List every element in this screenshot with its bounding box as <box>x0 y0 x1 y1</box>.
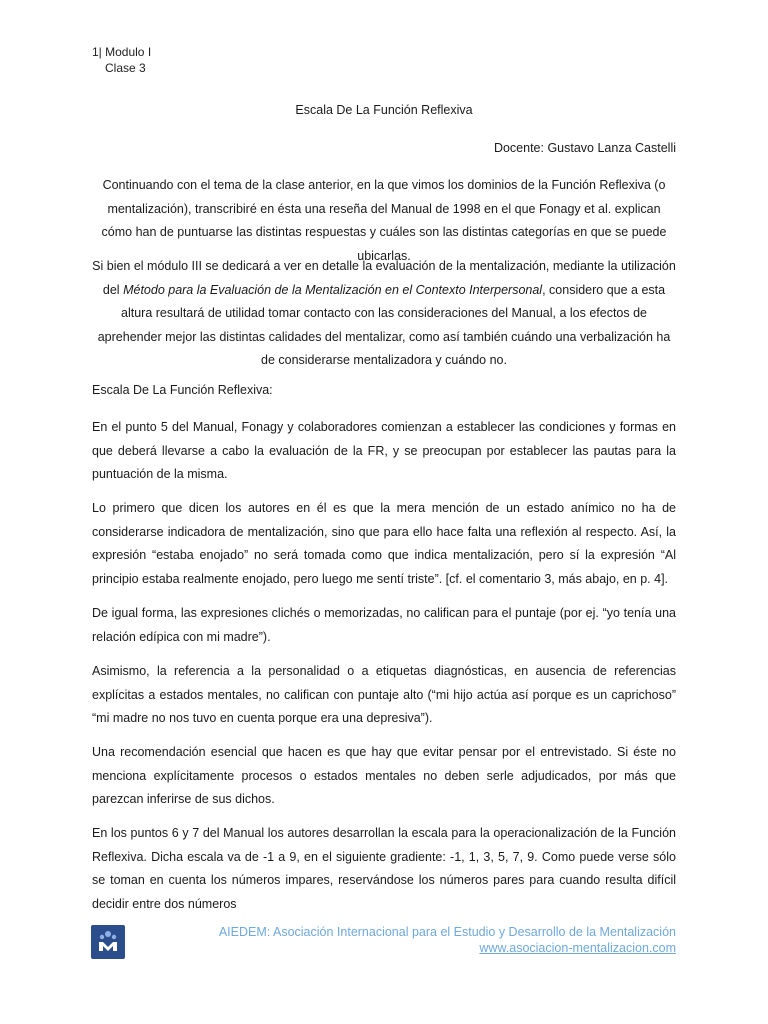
docente-line: Docente: Gustavo Lanza Castelli <box>493 141 676 155</box>
intro-p2-start: Si bien el módulo III se dedicará a ver en detalle la evaluación de la mentalización, mediante la utilización del <box>92 259 676 297</box>
document-title: Escala De La Función Reflexiva <box>295 103 473 117</box>
body-paragraph-3: De igual forma, las expresiones clichés o memorizadas, no califican para el puntaje (por ej. “yo tenía una relación edípica con mi madre”). <box>92 606 676 644</box>
footer-website-link[interactable]: www.asociacion-mentalizacion.com <box>479 941 676 955</box>
logo-icon <box>91 925 125 959</box>
intro-paragraph-2 <box>92 255 676 373</box>
header-class: Clase 3 <box>105 61 146 75</box>
body-paragraph-6: En los puntos 6 y 7 del Manual los autores desarrollan la escala para la operacionalización de la Función Reflexiva. Dicha escala va de -1 a 9, en el siguiente gradiente: -1, 1, 3, 5, 7, 9. Como puede verse sólo se toman en cuenta los números impares, reservándose los números pares para cuando resulta difícil decidir entre dos números <box>92 826 676 911</box>
page-header <box>92 44 151 76</box>
body-paragraph-5: Una recomendación esencial que hacen es que hay que evitar pensar por el entrevistado. Si éste no menciona explícitamente procesos o estados mentales no deben serle adjudicados, por más que parezcan inferirse de sus dichos. <box>92 745 676 806</box>
body-paragraph-4: Asimismo, la referencia a la personalidad o a etiquetas diagnósticas, en ausencia de referencias explícitas a estados mentales, no califican con puntaje alto (“mi hijo actúa así porque es un caprichoso” “mi madre no nos tuvo en cuenta porque era una depresiva”). <box>92 664 676 725</box>
page-footer <box>219 924 676 956</box>
intro-p2-end: , considero que a esta altura resultará de utilidad tomar contacto con las consideraciones del Manual, a los efectos de aprehender mejor las distintas calidades del mentalizar, como así también cuándo una verbalización ha de considerarse mentalizadora y cuándo no. <box>97 282 671 367</box>
aiedem-logo <box>91 925 125 959</box>
section-heading: Escala De La Función Reflexiva: <box>92 383 273 397</box>
body-paragraph-1: En el punto 5 del Manual, Fonagy y colaboradores comienzan a establecer las condiciones y formas en que deberá llevarse a cabo la evaluación de la FR, y se preocupan por establecer las pautas para la puntuación de la misma. <box>92 420 676 481</box>
body-paragraph-2: Lo primero que dicen los autores en él es que la mera mención de un estado anímico no ha de considerarse indicadora de mentalización, sino que para ello hace falta una reflexión al respecto. Así, la expresión “estaba enojado” no será tomada como que indica mentalización, pero sí la expresión “Al principio estaba realmente enojado, pero luego me sentí triste”. [cf. el comentario 3, más abajo, en p. 4]. <box>92 501 676 586</box>
method-title: Método para la Evaluación de la Mentalización en el Contexto Interpersonal <box>123 282 543 297</box>
intro-paragraph-1: Continuando con el tema de la clase anterior, en la que vimos los dominios de la Función Reflexiva (o mentalización), transcribiré en ésta una reseña del Manual de 1998 en el que Fonagy et al. explican cómo han de puntuarse las distintas respuestas y cuáles son las distintas categorías en que se puede ubicarlas. <box>101 178 667 263</box>
footer-organization: AIEDEM: Asociación Internacional para el Estudio y Desarrollo de la Mentalización <box>218 925 676 939</box>
header-module: 1| Modulo I <box>92 45 152 59</box>
